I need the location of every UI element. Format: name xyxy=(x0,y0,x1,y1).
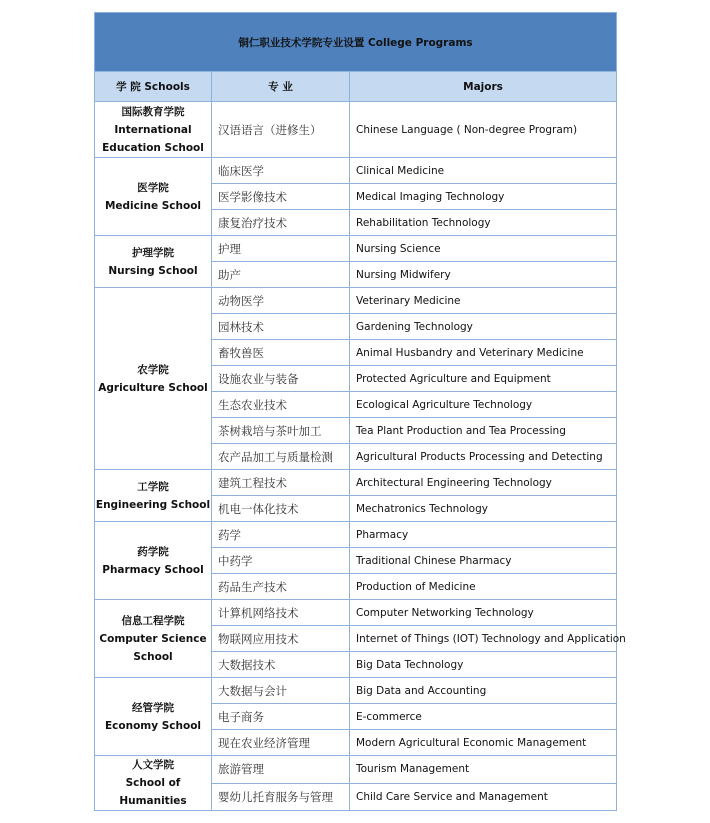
school-name-line: Education School xyxy=(102,141,204,154)
major-en-cell: Agricultural Products Processing and Detecting xyxy=(350,444,617,470)
major-cn-cell: 现在农业经济管理 xyxy=(212,730,350,756)
table-row xyxy=(95,470,617,496)
major-en-cell: E-commerce xyxy=(350,704,617,730)
school-name-line: Nursing School xyxy=(108,264,198,277)
school-cell xyxy=(95,102,212,158)
major-en-cell: Internet of Things (IOT) Technology and Application xyxy=(350,626,617,652)
table-title: 铜仁职业技术学院专业设置 College Programs xyxy=(95,13,617,72)
school-name-line: 经管学院 xyxy=(132,701,174,714)
major-en-cell: Production of Medicine xyxy=(350,574,617,600)
major-cn-cell: 大数据技术 xyxy=(212,652,350,678)
school-cell xyxy=(95,756,212,811)
school-cell xyxy=(95,470,212,522)
school-name-line: Medicine School xyxy=(104,199,202,212)
major-en-cell: Nursing Science xyxy=(350,236,617,262)
school-name-line: Humanities xyxy=(119,795,187,807)
major-cn-cell: 汉语语言（进修生） xyxy=(212,102,350,158)
school-name-line: 医学院 xyxy=(137,181,169,194)
major-en-cell: Modern Agricultural Economic Management xyxy=(350,730,617,756)
school-cell xyxy=(95,236,212,288)
major-en-cell: Computer Networking Technology xyxy=(350,600,617,626)
major-cn-cell: 机电一体化技术 xyxy=(212,496,350,522)
major-en-cell: Rehabilitation Technology xyxy=(350,210,617,236)
major-en-cell: Nursing Midwifery xyxy=(350,262,617,288)
table-row xyxy=(95,158,617,184)
school-name-line: 信息工程学院 xyxy=(121,614,185,627)
school-name-line: 国际教育学院 xyxy=(121,105,185,118)
table-row xyxy=(95,678,617,704)
major-en-cell: Tea Plant Production and Tea Processing xyxy=(350,418,617,444)
table-row xyxy=(95,522,617,548)
major-cn-cell: 园林技术 xyxy=(212,314,350,340)
major-cn-cell: 计算机网络技术 xyxy=(212,600,350,626)
school-cell xyxy=(95,288,212,470)
major-en-cell: Chinese Language ( Non-degree Program) xyxy=(350,102,617,158)
major-cn-cell: 建筑工程技术 xyxy=(212,470,350,496)
major-cn-cell: 药品生产技术 xyxy=(212,574,350,600)
header-schools: 学 院 Schools xyxy=(95,72,212,102)
major-en-cell: Traditional Chinese Pharmacy xyxy=(350,548,617,574)
major-en-cell: Architectural Engineering Technology xyxy=(350,470,617,496)
major-cn-cell: 婴幼儿托育服务与管理 xyxy=(212,783,350,811)
major-cn-cell: 设施农业与装备 xyxy=(212,366,350,392)
major-en-cell: Veterinary Medicine xyxy=(350,288,617,314)
major-en-cell: Gardening Technology xyxy=(350,314,617,340)
major-cn-cell: 康复治疗技术 xyxy=(212,210,350,236)
programs-body xyxy=(95,102,626,811)
major-en-cell: Big Data and Accounting xyxy=(350,678,617,704)
school-name-line: Engineering School xyxy=(95,498,211,511)
major-cn-cell: 农产品加工与质量检测 xyxy=(212,444,350,470)
major-cn-cell: 护理 xyxy=(212,236,350,262)
major-en-cell: Big Data Technology xyxy=(350,652,617,678)
school-cell xyxy=(95,678,212,756)
school-name-line: International xyxy=(114,123,192,136)
major-cn-cell: 助产 xyxy=(212,262,350,288)
major-cn-cell: 大数据与会计 xyxy=(212,678,350,704)
major-en-cell: Animal Husbandry and Veterinary Medicine xyxy=(350,340,617,366)
school-name-line: 工学院 xyxy=(137,480,169,493)
major-en-cell: Ecological Agriculture Technology xyxy=(350,392,617,418)
major-cn-cell: 动物医学 xyxy=(212,288,350,314)
table-row xyxy=(95,756,617,784)
school-name-line: 农学院 xyxy=(137,363,169,376)
major-cn-cell: 生态农业技术 xyxy=(212,392,350,418)
school-cell xyxy=(95,158,212,236)
programs-table xyxy=(94,12,626,811)
major-cn-cell: 医学影像技术 xyxy=(212,184,350,210)
major-cn-cell: 中药学 xyxy=(212,548,350,574)
school-name-line: Pharmacy School xyxy=(102,563,204,576)
major-en-cell: Protected Agriculture and Equipment xyxy=(350,366,617,392)
table-row xyxy=(95,236,617,262)
major-en-cell: Child Care Service and Management xyxy=(350,783,617,811)
major-cn-cell: 临床医学 xyxy=(212,158,350,184)
major-en-cell: Mechatronics Technology xyxy=(350,496,617,522)
school-name-line: 人文学院 xyxy=(132,759,174,771)
table-row xyxy=(95,600,617,626)
major-en-cell: Medical Imaging Technology xyxy=(350,184,617,210)
school-cell xyxy=(95,600,212,678)
school-name-line: Agriculture School xyxy=(98,381,208,394)
school-name-line: Computer Science xyxy=(99,632,207,645)
major-cn-cell: 物联网应用技术 xyxy=(212,626,350,652)
header-majors: Majors xyxy=(350,72,617,102)
programs-document xyxy=(94,12,626,811)
school-cell xyxy=(95,522,212,600)
major-cn-cell: 旅游管理 xyxy=(212,756,350,784)
school-name-line: Economy School xyxy=(104,719,202,732)
major-en-cell: Pharmacy xyxy=(350,522,617,548)
major-cn-cell: 畜牧兽医 xyxy=(212,340,350,366)
school-name-line: School xyxy=(133,650,173,663)
header-row xyxy=(95,72,617,102)
major-en-cell: Clinical Medicine xyxy=(350,158,617,184)
major-cn-cell: 电子商务 xyxy=(212,704,350,730)
major-cn-cell: 药学 xyxy=(212,522,350,548)
school-name-line: 药学院 xyxy=(137,545,169,558)
school-name-line: 护理学院 xyxy=(132,246,174,259)
header-major-cn: 专 业 xyxy=(212,72,350,102)
table-row xyxy=(95,288,617,314)
school-name-line: School of xyxy=(125,777,181,789)
table-row xyxy=(95,102,617,158)
major-en-cell: Tourism Management xyxy=(350,756,617,784)
major-cn-cell: 茶树栽培与茶叶加工 xyxy=(212,418,350,444)
